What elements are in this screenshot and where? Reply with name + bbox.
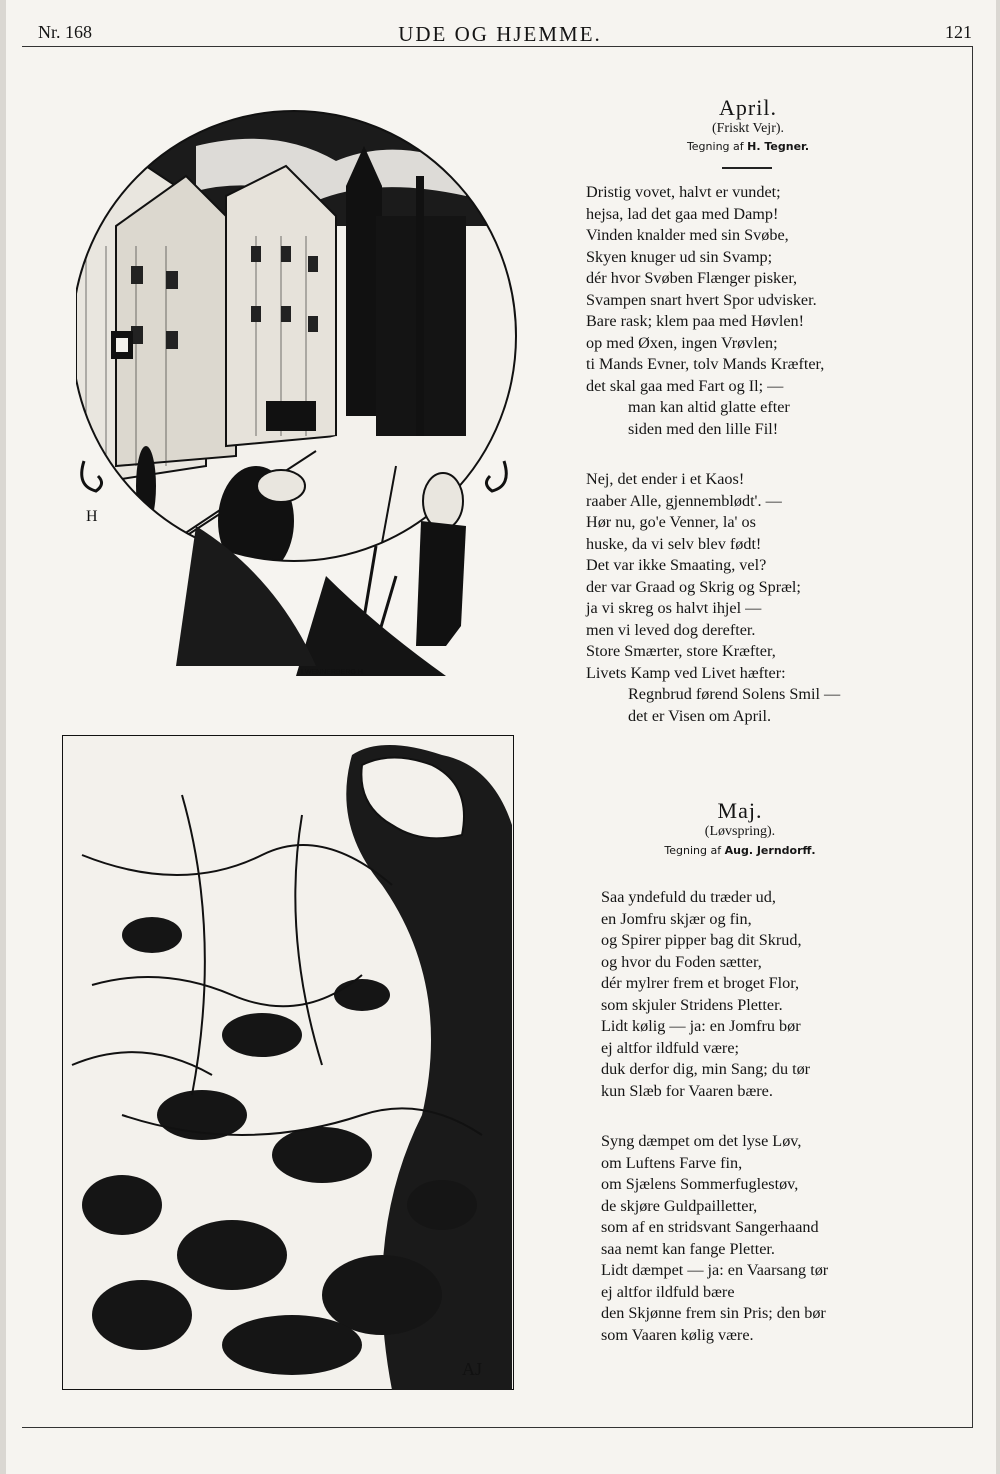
poem-line: ja vi skreg os halvt ihjel — [586,599,762,617]
page-number: 121 [945,22,972,42]
poem-line: Dristig vovet, halvt er vundet; [586,183,781,201]
poem-line: Nej, det ender i et Kaos! [586,470,745,488]
maj-stanza-1 [601,887,810,1102]
poem-line: kun Slæb for Vaaren bære. [601,1081,773,1100]
poem-line: siden med den lille Fil! [628,419,779,438]
april-stanza-1 [586,182,824,440]
poem-line: Hør nu, go'e Venner, la' os [586,513,756,531]
poem-line: Skyen knuger ud sin Svamp; [586,247,773,266]
poem-line: raaber Alle, gjennemblødt'. — [586,491,782,510]
poem-line: duk derfor dig, min Sang; du tør [601,1060,811,1078]
april-title: April. [719,95,777,120]
poem-line: Lidt kølig — ja: en Jomfru bør [601,1017,801,1035]
april-stanza-2 [586,469,840,727]
poem-line: Svampen snart hvert Spor udvisker. [586,290,817,309]
poem-line: om Sjælens Sommerfuglestøv, [601,1175,799,1193]
maj-credit-prefix: Tegning af [664,844,722,857]
poem-line: en Jomfru skjær og fin, [601,909,752,928]
poem-line: det skal gaa med Fart og Il; — [586,376,784,395]
april-credit [578,140,918,153]
maj-monogram: AJ [462,1359,483,1379]
poem-line: Bare rask; klem paa med Høvlen! [586,312,805,330]
poem-line: op med Øxen, ingen Vrøvlen; [586,333,778,352]
poem-line: ej altfor ildfuld bære [601,1282,735,1301]
poem-line: Lidt dæmpet — ja: en Vaarsang tør [601,1261,829,1279]
poem-line: dér mylrer frem et broget Flor, [601,974,800,992]
poem-line: saa nemt kan fange Pletter. [601,1239,775,1258]
poem-line: der var Graad og Skrig og Spræl; [586,577,801,596]
maj-credit [570,844,910,857]
april-illustration [76,106,526,686]
maj-subtitle: (Løvspring). [704,824,776,839]
maj-credit-artist: Aug. Jerndorff. [724,844,816,857]
issue-number: Nr. 168 [38,22,92,42]
poem-line: Vinden knalder med sin Svøbe, [586,226,789,244]
poem-line: og hvor du Foden sætter, [601,952,762,971]
poem-line: de skjøre Guldpailletter, [601,1196,758,1215]
poem-line: og Spirer pipper bag dit Skrud, [601,931,802,949]
maj-stanza-2 [601,1131,828,1346]
poem-line: den Skjønne frem sin Pris; den bør [601,1304,826,1322]
poem-line: man kan altid glatte efter [628,398,790,416]
poem-line: Syng dæmpet om det lyse Løv, [601,1132,802,1150]
poem-line: men vi leved dog derefter. [586,620,756,639]
april-subtitle: (Friskt Vejr). [711,121,785,136]
poem-line: ti Mands Evner, tolv Mands Kræfter, [586,355,825,373]
april-engraver-signature: I.WENNERBERG H. [301,669,365,676]
poem-line: hejsa, lad det gaa med Damp! [586,204,779,223]
maj-title: Maj. [717,798,763,823]
poem-line: Det var ikke Smaating, vel? [586,556,767,574]
poem-line: Saa yndefuld du træder ud, [601,888,776,906]
april-monogram: H [86,508,98,525]
april-credit-prefix: Tegning af [686,140,744,153]
maj-illustration [62,735,514,1390]
april-divider [722,167,772,169]
magazine-title: UDE OG HJEMME. [398,22,602,46]
poem-line: huske, da vi selv blev født! [586,534,762,553]
poem-line: Livets Kamp ved Livet hæfter: [586,663,786,682]
poem-line: Store Smærter, store Kræfter, [586,642,776,660]
poem-line: dér hvor Svøben Flænger pisker, [586,269,798,287]
poem-line: som skjuler Stridens Pletter. [601,995,783,1014]
poem-line: ej altfor ildfuld være; [601,1038,740,1057]
poem-line: Regnbrud førend Solens Smil — [628,685,841,703]
poem-line: som Vaaren kølig være. [601,1325,754,1344]
poem-line: om Luftens Farve fin, [601,1153,743,1172]
poem-line: som af en stridsvant Sangerhaand [601,1218,819,1236]
april-credit-artist: H. Tegner. [747,140,810,153]
poem-line: det er Visen om April. [628,706,772,725]
